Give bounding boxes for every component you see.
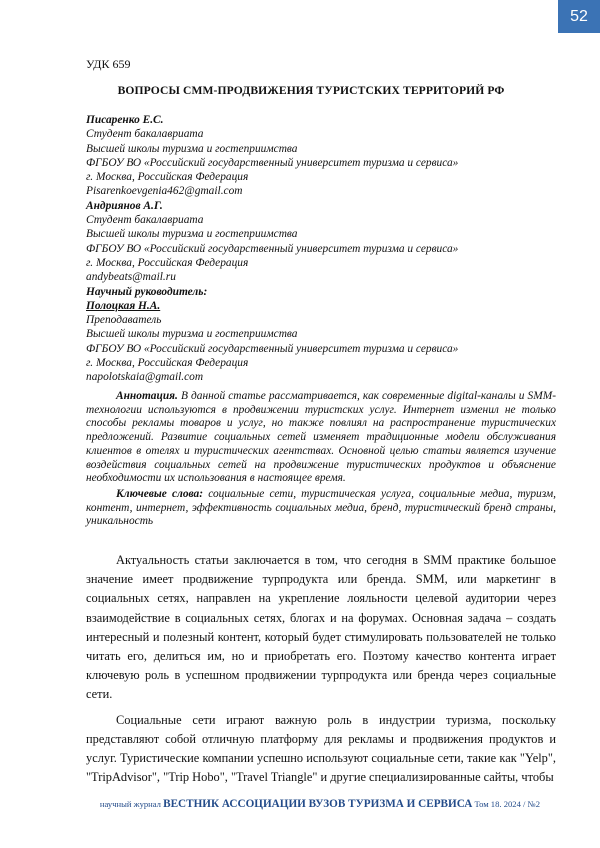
page-number-badge xyxy=(558,0,600,33)
author-position: Студент бакалавриата xyxy=(86,128,204,141)
supervisor-university: ФГБОУ ВО «Российский государственный университет туризма и сервиса» xyxy=(86,342,459,355)
author-city: г. Москва, Российская Федерация xyxy=(86,171,249,184)
author-name: Писаренко Е.С. xyxy=(86,114,164,126)
footer-prefix: научный журнал xyxy=(99,799,161,809)
body-paragraph: Актуальность статьи заключается в том, что сегодня в SMM практике большое значение имеет продвижение турпродукта или бренда. SMM, или маркетинг в социальных сетях, направлен на укрепление лояльности целевой аудитории через взаимодействие в социальных сетях, блогах и на форумах. Основная задача – создать интересный и полезный контент, который будет стимулировать пользователей не только читать его, делиться им, но и приобретать его. Поэтому качество контента играет ключевую роль в успешном продвижении турпродукта или бренда через социальные сети. xyxy=(86,553,556,702)
abstract-paragraph xyxy=(86,390,556,486)
supervisor-name: Полоцкая Н.А. xyxy=(86,299,161,312)
supervisor-email: napolotskaia@gmail.com xyxy=(86,371,204,384)
keywords-paragraph xyxy=(86,488,556,529)
author-position: Студент бакалавриата xyxy=(86,214,204,227)
author-email: Pisarenkoevgenia462@gmail.com xyxy=(86,185,243,198)
keywords-label: Ключевые слова: xyxy=(116,487,204,500)
author-university: ФГБОУ ВО «Российский государственный университет туризма и сервиса» xyxy=(86,156,459,169)
author-school: Высшей школы туризма и гостеприимства xyxy=(86,228,298,241)
supervisor-school: Высшей школы туризма и гостеприимства xyxy=(86,328,298,341)
footer-journal-name: ВЕСТНИК АССОЦИАЦИИ ВУЗОВ ТУРИЗМА И СЕРВИСА xyxy=(163,798,473,810)
keywords-text: социальные сети, туристическая услуга, социальные медиа, туризм, контент, интернет, эффективность социальных медиа, бренд, туристический бренд страны, уникальность xyxy=(86,487,556,528)
abstract-label: Аннотация. xyxy=(116,390,178,402)
author-university: ФГБОУ ВО «Российский государственный университет туризма и сервиса» xyxy=(86,242,459,255)
body-paragraph: Социальные сети играют важную роль в индустрии туризма, поскольку представляют собой отличную платформу для рекламы и продвижения продуктов и услуг. Туристические компании успешно используют социальные сети, такие как "Yelp", "TripAdvisor", "Trip Hobo", "Travel Triangle" и другие специализированные сайты, чтобы xyxy=(86,712,556,785)
supervisor-label: Научный руководитель: xyxy=(86,285,208,298)
supervisor-city: г. Москва, Российская Федерация xyxy=(86,357,249,370)
author-name: Андриянов А.Г. xyxy=(86,199,163,212)
article-title: ВОПРОСЫ СММ-ПРОДВИЖЕНИЯ ТУРИСТСКИХ ТЕРРИТОРИЙ РФ xyxy=(117,84,505,97)
abstract-text: В данной статье рассматривается, как современные digital-каналы и SMM-технологии используются в продвижении туристских услуг. Интернет изменил не только способы рекламы товаров и услуг, но также повлиял на распространение туристических предложений. Развитие социальных сетей изменяет традиционные модели обслуживания клиентов в отелях и туристических агентствах. Основной целью статьи является изучение воздействия социальных сетей на продвижение туристических продуктов и объяснение необходимости их использования в настоящее время. xyxy=(86,390,556,485)
supervisor-position: Преподаватель xyxy=(86,314,162,327)
udk-code: УДК 659 xyxy=(86,57,131,71)
author-email: andybeats@mail.ru xyxy=(86,271,176,284)
author-block xyxy=(86,113,546,385)
page-number: 52 xyxy=(570,7,588,25)
author-city: г. Москва, Российская Федерация xyxy=(86,256,249,269)
footer-issue: Том 18. 2024 / №2 xyxy=(474,799,541,809)
author-school: Высшей школы туризма и гостеприимства xyxy=(86,142,298,155)
article-body xyxy=(86,551,556,793)
journal-footer xyxy=(0,798,600,810)
abstract-section xyxy=(86,390,556,529)
